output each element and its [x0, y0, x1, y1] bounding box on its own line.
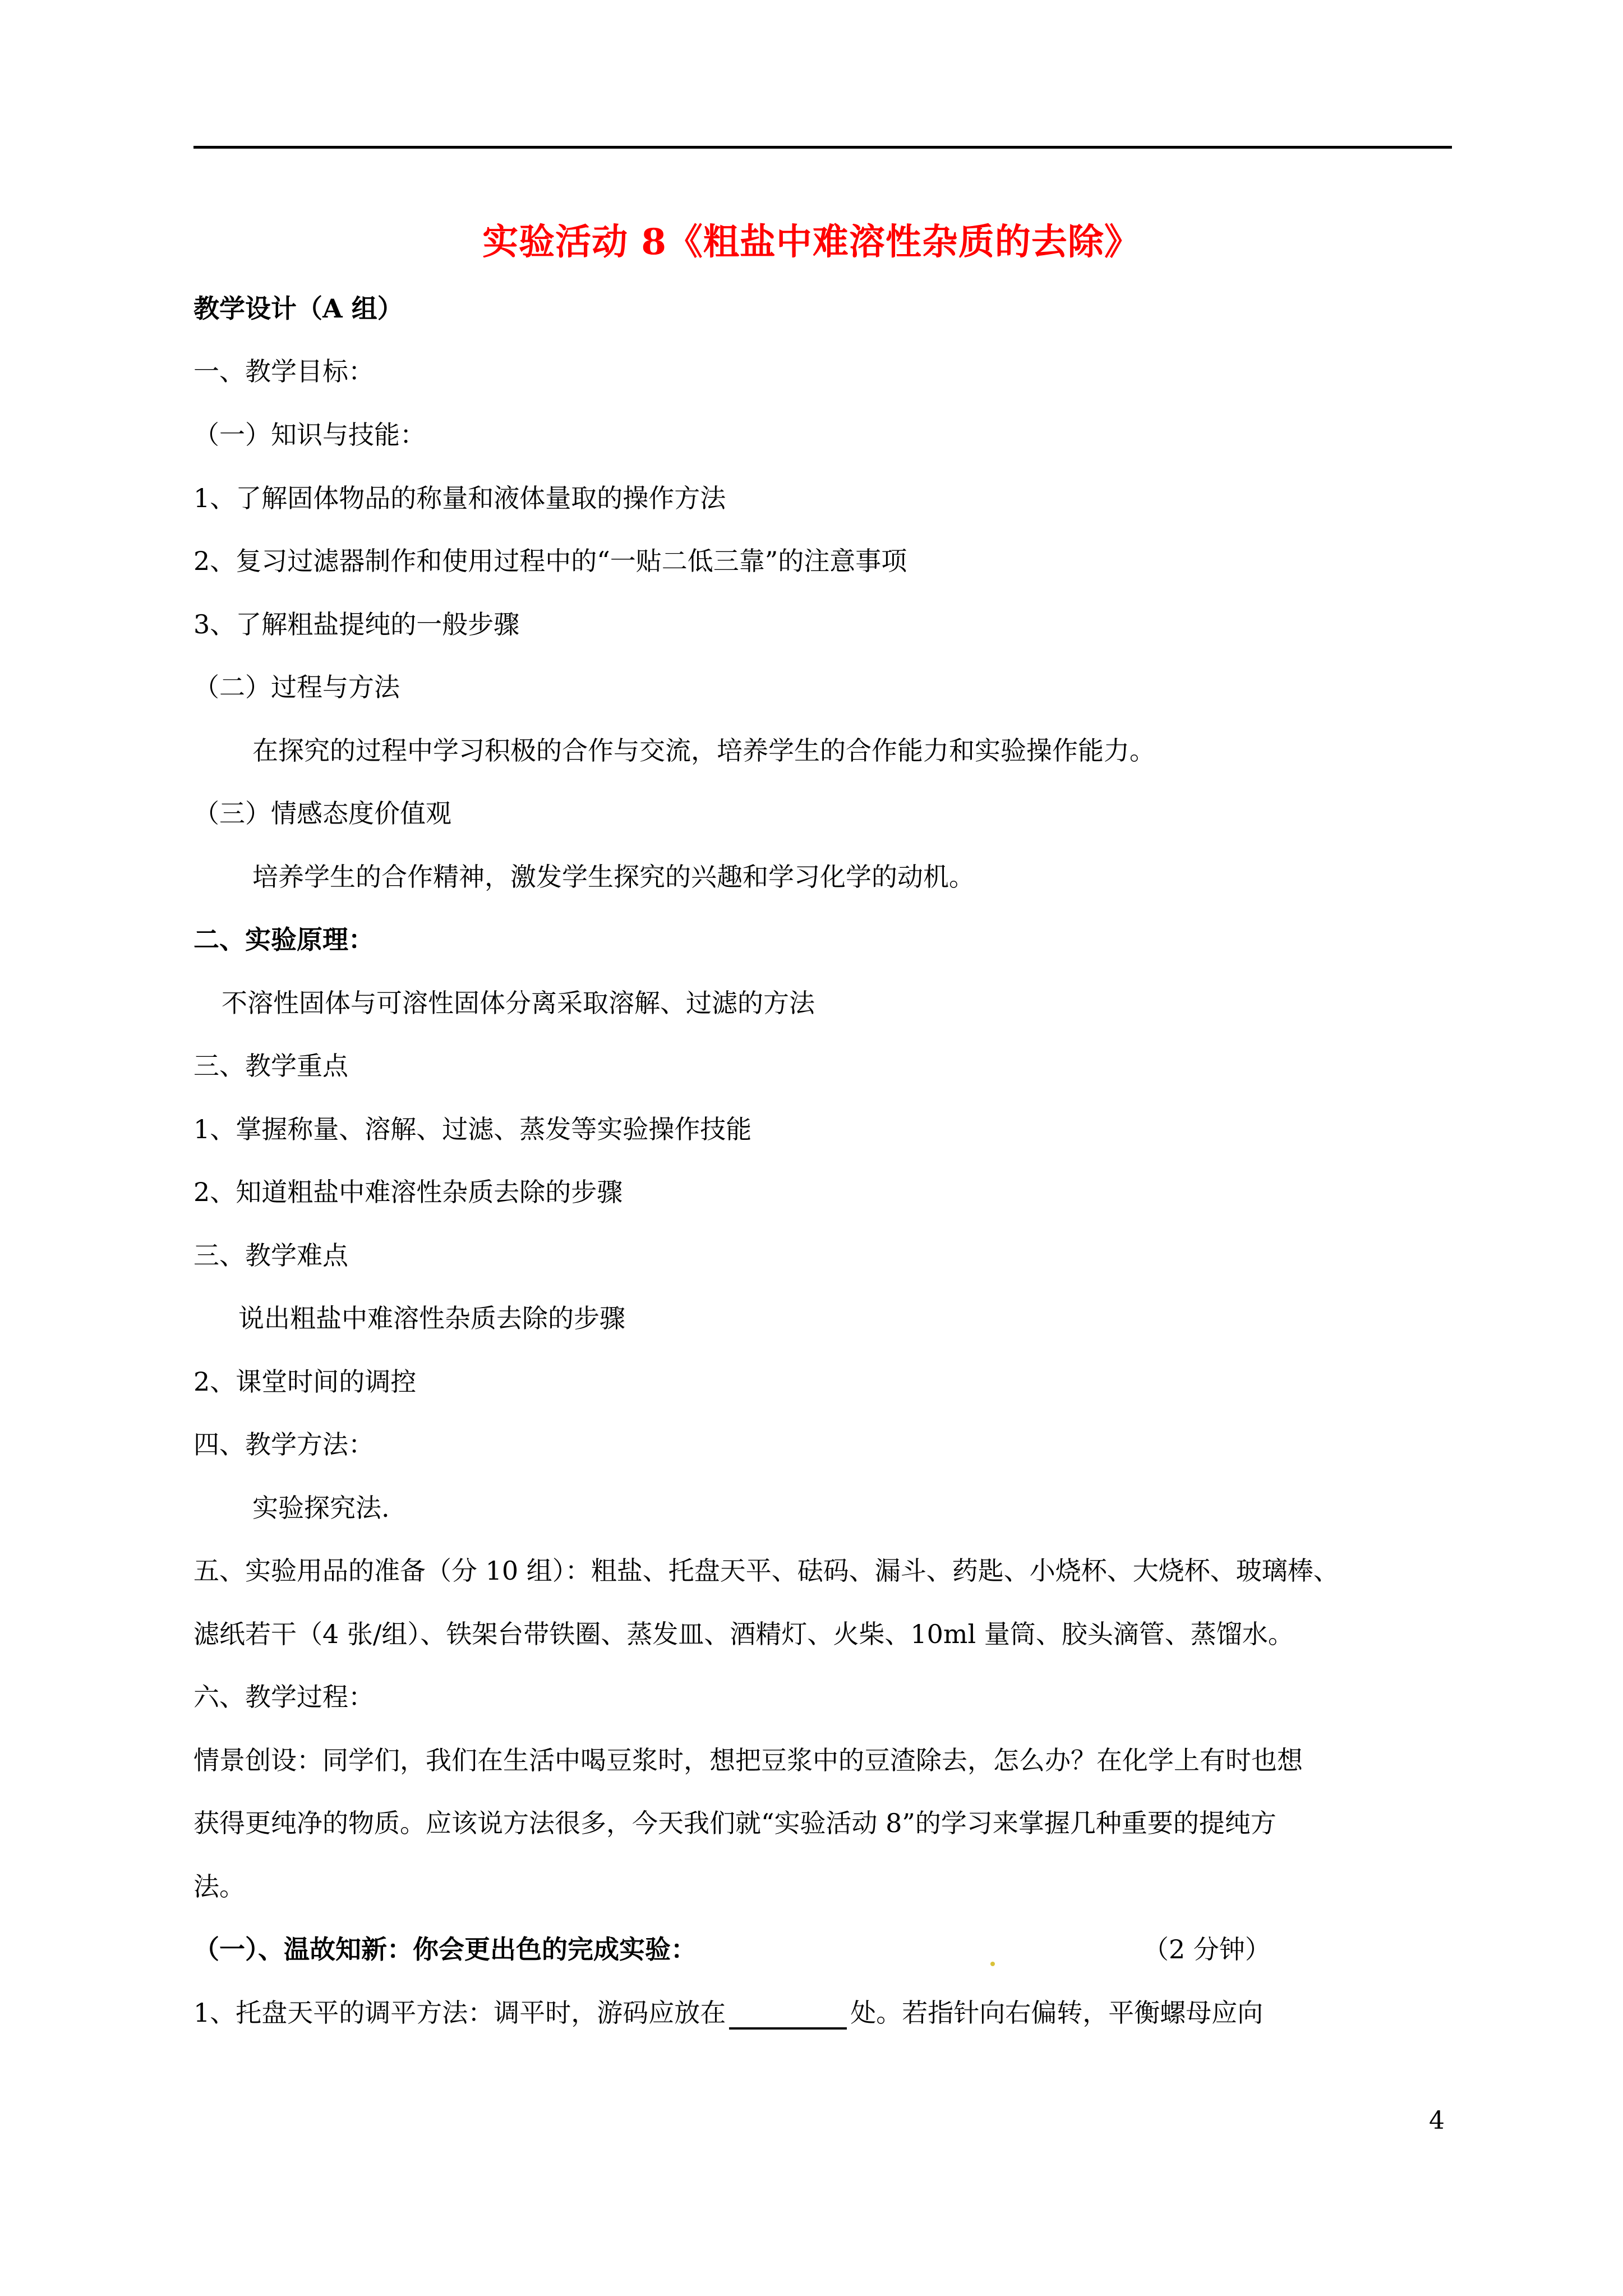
heading-teaching-process: 六、教学过程： [193, 1682, 374, 1712]
heading-objectives: 一、教学目标： [193, 356, 374, 386]
paragraph: 实验探究法. [252, 1493, 390, 1523]
heading-principle: 二、实验原理： [193, 924, 374, 955]
list-item: 1、掌握称量、溶解、过滤、蒸发等实验操作技能 [193, 1114, 752, 1144]
paragraph: 不溶性固体与可溶性固体分离采取溶解、过滤的方法 [222, 988, 815, 1018]
paragraph: 滤纸若干（4 张/组）、铁架台带铁圈、蒸发皿、酒精灯、火柴、10ml 量筒、胶头滴管、蒸馏水。 [193, 1619, 1294, 1649]
subheading-knowledge: （一）知识与技能： [193, 420, 426, 450]
question-text: 1、托盘天平的调平方法：调平时，游码应放在 [193, 1998, 726, 2028]
question-text-continued: 处。若指针向右偏转，平衡螺母应向 [850, 1998, 1264, 2028]
document-title: 实验活动 8《粗盐中难溶性杂质的去除》 [482, 221, 1141, 263]
paragraph: 说出粗盐中难溶性杂质去除的步骤 [238, 1303, 625, 1333]
answer-blank[interactable] [729, 2003, 847, 2030]
list-item: 3、了解粗盐提纯的一般步骤 [193, 609, 520, 639]
question-row [193, 1996, 1263, 2030]
heading-methods: 四、教学方法： [193, 1429, 374, 1460]
list-item: 2、复习过滤器制作和使用过程中的“一贴二低三靠”的注意事项 [193, 546, 907, 576]
paragraph: 情景创设：同学们，我们在生活中喝豆浆时，想把豆浆中的豆渣除去，怎么办？在化学上有时也想 [193, 1745, 1303, 1775]
subheading-attitude: （三）情感态度价值观 [193, 798, 451, 829]
paragraph: 法。 [193, 1871, 245, 1902]
page-number: 4 [1429, 2106, 1445, 2135]
header-rule [193, 146, 1452, 149]
list-item: 1、了解固体物品的称量和液体量取的操作方法 [193, 483, 726, 513]
speck [990, 1962, 995, 1966]
subheading-process: （二）过程与方法 [193, 672, 400, 702]
section-heading: 教学设计（A 组） [193, 293, 403, 324]
heading-key-points: 三、教学重点 [193, 1051, 348, 1081]
time-note: （2 分钟） [1143, 1934, 1271, 1964]
list-item: 2、课堂时间的调控 [193, 1366, 417, 1397]
list-item: 2、知道粗盐中难溶性杂质去除的步骤 [193, 1177, 623, 1207]
review-heading: （一）、温故知新：你会更出色的完成实验： [193, 1934, 697, 1964]
review-heading-row [193, 1932, 1271, 1966]
paragraph: 五、实验用品的准备（分 10 组）：粗盐、托盘天平、砝码、漏斗、药匙、小烧杯、大烧杯、玻璃棒、 [193, 1556, 1339, 1586]
paragraph: 获得更纯净的物质。应该说方法很多，今天我们就“实验活动 8”的学习来掌握几种重要的提纯方 [193, 1808, 1276, 1838]
paragraph: 培养学生的合作精神，激发学生探究的兴趣和学习化学的动机。 [252, 862, 975, 892]
paragraph: 在探究的过程中学习积极的合作与交流，培养学生的合作能力和实验操作能力。 [252, 735, 1155, 766]
heading-difficulties: 三、教学难点 [193, 1240, 348, 1271]
